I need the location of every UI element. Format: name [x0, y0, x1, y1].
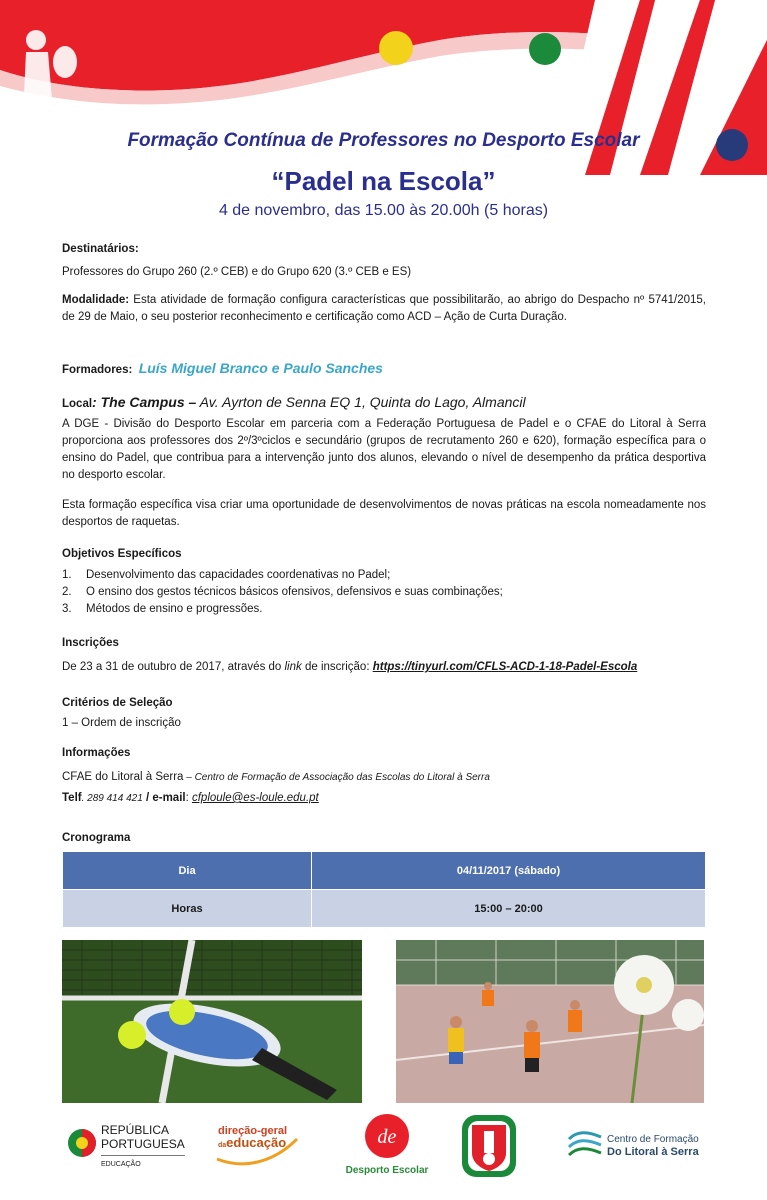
- table-row: [63, 852, 706, 890]
- table-cell: Horas: [63, 890, 312, 928]
- objetivos-section: [62, 546, 706, 618]
- modalidade-label: Modalidade:: [62, 294, 130, 306]
- republica-flag-icon: [67, 1123, 97, 1163]
- cf-litoral-logo: Centro de Formação Do Litoral à Serra: [567, 1113, 712, 1185]
- players-photo: [396, 940, 704, 1103]
- title-block: [0, 126, 767, 222]
- racket-photo: [62, 940, 362, 1103]
- list-item: 3. Métodos de ensino e progressões.: [62, 603, 263, 615]
- date-line: 4 de novembro, das 15.00 às 20.00h (5 horas): [218, 202, 549, 219]
- waves-icon: [567, 1129, 603, 1163]
- shield-icon: [460, 1113, 518, 1179]
- email-link[interactable]: cfploule@es-loule.edu.pt: [191, 792, 319, 804]
- contact-line: Telf. 289 414 421 / e-mail: cfploule@es-loule.edu.pt: [62, 792, 319, 804]
- local-label: Local: [62, 398, 93, 410]
- local-address: Av. Ayrton de Senna EQ 1, Quinta do Lago, Almancil: [196, 394, 526, 410]
- dge-swoosh-icon: [212, 1119, 302, 1169]
- formadores-names: Luís Miguel Branco e Paulo Sanches: [138, 360, 383, 376]
- registration-link[interactable]: https://tinyurl.com/CFLS-ACD-1-18-Padel-Escola: [372, 661, 638, 673]
- criterios-text: 1 – Ordem de inscrição: [62, 717, 181, 729]
- criterios-title: Critérios de Seleção: [62, 697, 173, 709]
- description-p2: Esta formação específica visa criar uma oportunidade de desenvolvimentos de novas práticas na escola nomeadamente nos desportos de raquetas.: [62, 499, 706, 528]
- page-title: “Padel na Escola”: [271, 166, 496, 196]
- list-item: 2. O ensino dos gestos técnicos básicos ofensivos, defensivos e suas combinações;: [62, 586, 503, 598]
- formadores-label: Formadores:: [62, 364, 133, 376]
- svg-text:de: de: [377, 1126, 397, 1148]
- destinatarios-text: Professores do Grupo 260 (2.º CEB) e do Grupo 620 (3.º CEB e ES): [62, 266, 412, 278]
- course-line: Formação Contínua de Professores no Desporto Escolar: [127, 130, 640, 151]
- org-line: CFAE do Litoral à Serra – Centro de Formação de Associação das Escolas do Litoral à Serra: [62, 771, 490, 783]
- objetivos-list: [62, 567, 706, 618]
- desporto-escolar-logo: de Desporto Escolar: [337, 1113, 437, 1185]
- list-item: 1. Desenvolvimento das capacidades coordenativas no Padel;: [62, 569, 391, 581]
- shield-logo: [460, 1113, 520, 1185]
- cronograma-title: Cronograma: [62, 832, 131, 844]
- inscricoes-section: [62, 635, 706, 676]
- logos-footer: [62, 1113, 712, 1185]
- yellow-dot: [379, 31, 413, 65]
- criterios-section: [62, 695, 706, 732]
- informacoes-section: [62, 745, 706, 807]
- inscricoes-text: De 23 a 31 de outubro de 2017, através do link de inscrição: https://tinyurl.com/CFLS-ACD-1-18-Padel-Escola: [62, 661, 638, 673]
- table-cell: Dia: [63, 852, 312, 890]
- destinatarios-section: [62, 241, 706, 281]
- destinatarios-label: Destinatários:: [62, 243, 139, 255]
- modalidade-text: Esta atividade de formação configura características que possibilitarão, ao abrigo do Despacho nº 5741/2015, de 29 de Maio, o seu posterior reconhecimento e certificação como ACD – Ação de Curta Duração.: [62, 294, 706, 323]
- objetivos-title: Objetivos Específicos: [62, 548, 182, 560]
- dge-logo: direção-geral daeducação: [212, 1113, 312, 1185]
- table-row: [63, 890, 706, 928]
- informacoes-title: Informações: [62, 747, 131, 759]
- table-cell: 15:00 – 20:00: [312, 890, 706, 928]
- green-dot: [529, 33, 561, 65]
- republica-logo: REPÚBLICA PORTUGUESA EDUCAÇÃO: [67, 1113, 197, 1185]
- inscricoes-title: Inscrições: [62, 637, 119, 649]
- local-section: [62, 394, 706, 413]
- table-cell: 04/11/2017 (sábado): [312, 852, 706, 890]
- description-p1: A DGE - Divisão do Desporto Escolar em parceria com a Federação Portuguesa de Padel e o CFAE do Litoral à Serra proporciona aos professores dos 2º/3ºciclos e secundário (grupos de recrutamento 260 e 620), formação específica para o ensino do Padel, que contribua para a intervenção junto dos alunos, elevando o nível de desempenho da prática desportiva no desporto escolar.: [62, 418, 706, 481]
- modalidade-section: [62, 292, 706, 326]
- local-place: : The Campus –: [92, 394, 197, 410]
- schedule-table: [62, 851, 706, 928]
- formadores-section: [62, 360, 706, 379]
- desporto-escolar-icon: [362, 1113, 412, 1159]
